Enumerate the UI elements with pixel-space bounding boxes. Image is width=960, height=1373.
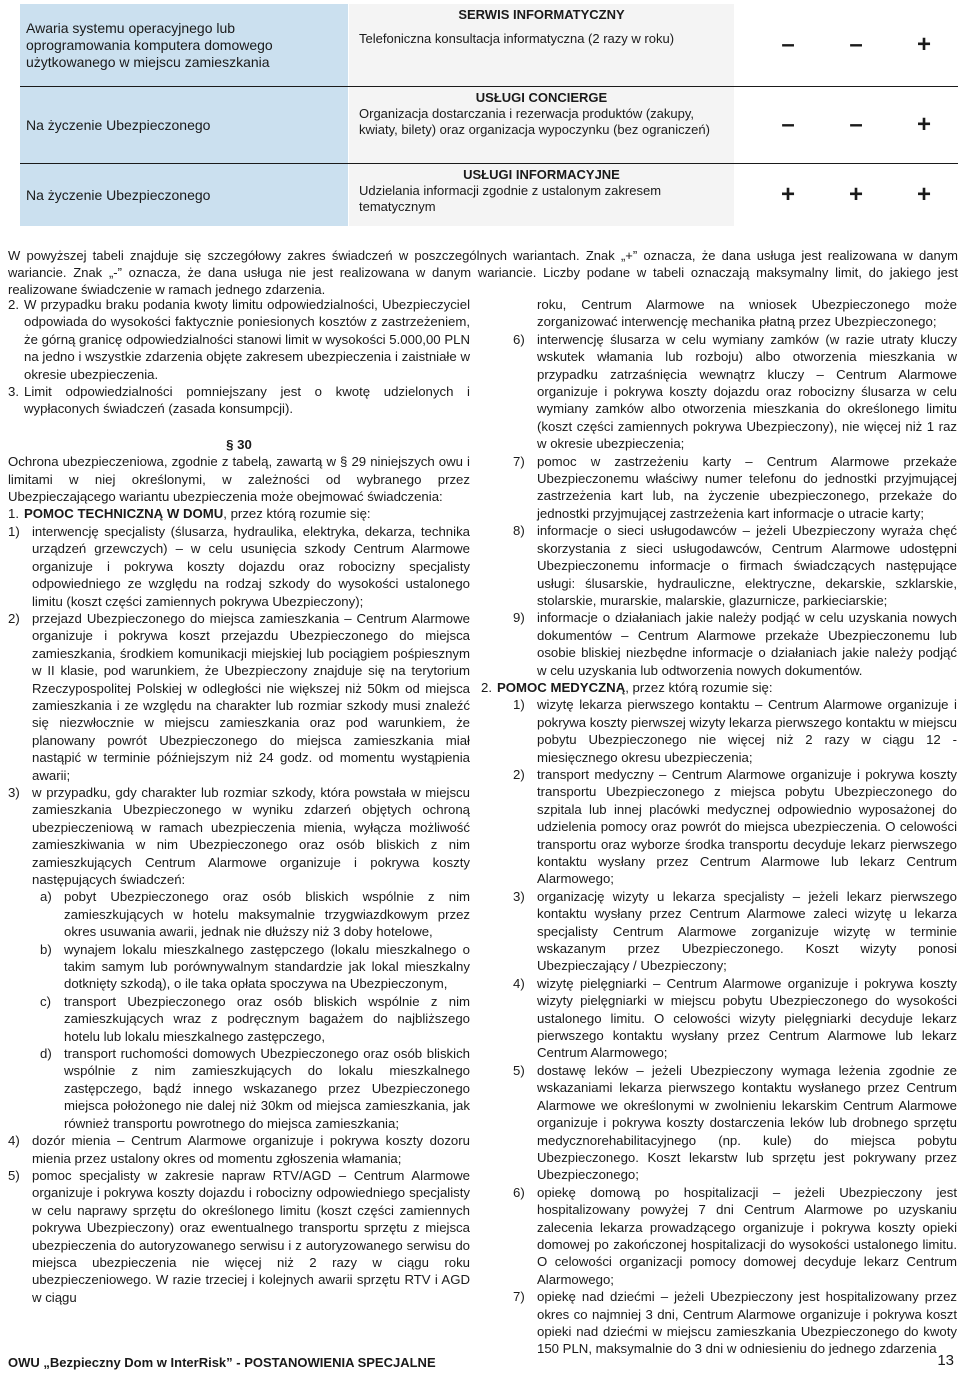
right-column xyxy=(481,296,957,1358)
item-text: roku, Centrum Alarmowe na wniosek Ubezpieczonego może zorganizować interwencję mechanika płatną przez Ubezpieczonego; xyxy=(537,297,957,330)
table-row xyxy=(20,4,958,87)
item-text: przejazd Ubezpieczonego do miejsca zamieszkania – Centrum Alarmowe organizuje i pokrywa koszt przejazdu Ubezpieczonego do miejsca zamieszkania, środkiem komunikacji miejskiej lub pociągiem pośpiesznym w II klasie, pod warunkiem, że Ubezpieczony znajduje się na terytorium Rzeczypospolitej Polskiej w odległości nie większej niż 50km od miejsca zamieszkania i ze względu na charakter lub rozmiar szkody musi znaleźć się niezwłocznie w miejscu zamieszkania oraz pod warunkiem, że planowany powrót Ubezpieczonego do miejsca zamieszkania miał nastąpić w terminie późniejszym niż 24 godz. od momentu wystąpienia awarii; xyxy=(32,610,470,783)
list-item xyxy=(497,1062,957,1184)
list-item xyxy=(497,522,957,609)
item-number: 2) xyxy=(513,766,525,782)
event-cell: Na życzenie Ubezpieczonego xyxy=(20,87,348,163)
item-text: informacje o działaniach jakie należy podjąć w celu uzyskania nowych dokumentów – Centrum Alarmowe przekaże Ubezpieczonemu lub osobie bliskiej niezbędne informacje o działaniach jakie należy podjąć w celu uzyskania lub odtworzenia nowych dokumentów. xyxy=(537,610,957,678)
service-cell xyxy=(348,164,734,226)
item-text: wizytę pielęgniarki – Centrum Alarmowe organizuje i pokrywa koszty wizyty pielęgniarki w miejscu pobytu Ubezpieczonego do wysokości ustalonego limitu. O celowości wizyty pielęgniarki decyduje lekarz pierwszego kontaktu wysłany przez Centrum Alarmowe lub lekarz Centrum Alarmowego; xyxy=(537,975,957,1061)
item-number: 3. xyxy=(8,384,19,400)
item-number: 2) xyxy=(8,610,20,626)
service-description: Telefoniczna konsultacja informatyczna (2 razy w roku) xyxy=(359,31,675,46)
item-number: a) xyxy=(40,889,52,905)
list-item xyxy=(8,523,470,610)
item-number: 2. xyxy=(8,297,19,312)
variant-mark: – xyxy=(849,111,863,138)
variant-mark: – xyxy=(781,31,795,58)
list-item xyxy=(497,331,957,453)
item-number: 6) xyxy=(513,331,525,347)
list-item xyxy=(497,766,957,888)
list-item xyxy=(8,610,470,784)
item-text: dozór mienia – Centrum Alarmowe organizuje i pokrywa koszty dozoru mienia przez ustalony okres od momentu zgłoszenia włamania; xyxy=(32,1133,470,1166)
item-text: dostawę leków – jeżeli Ubezpieczony wymaga leżenia zgodnie ze wskazaniami lekarza pierwszego kontaktu wysłanego przez Centrum Alarmowe we określonymi w zwolnieniu lekarskim Centrum Alarmowe organizuje i pokrywa koszty dostarczenia leków lub drobnego sprzętu medycznorehabilitacyjnego (np. kule) do miejsca pobytu Ubezpieczonego. Koszt lekarstw lub sprzętu jest pokrywany przez Ubezpieczonego; xyxy=(537,1062,957,1183)
item-number: 1) xyxy=(513,697,525,713)
item-text: transport medyczny – Centrum Alarmowe organizuje i pokrywa koszty transportu Ubezpieczonego z miejsca pobytu Ubezpieczonego do szpitala lub innej placówki medycznej odpowiednio wyposażonej do udzielenia pomocy oraz powrót do miejsca ubezpieczenia. O celowości transportu oraz wyborze środka transportu decyduje lekarz pierwszego kontaktu wysłany przez Centrum Alarmowe lub lekarz Centrum Alarmowego; xyxy=(537,766,957,887)
service-description: Udzielania informacji zgodnie z ustalonym zakresem tematycznym xyxy=(359,183,662,214)
list-item xyxy=(497,888,957,975)
table-row xyxy=(20,87,958,164)
list-item xyxy=(8,993,470,1045)
service-description: Organizacja dostarczania i rezerwacja produktów (zakupy, kwiaty, bilety) oraz organizacja wypoczynku (bez ograniczeń) xyxy=(359,106,710,137)
item-number: d) xyxy=(40,1046,52,1062)
table-row xyxy=(20,164,958,226)
item-text: opiekę nad dziećmi – jeżeli Ubezpieczony jest hospitalizowany przez okres co najmniej 3 dni, Centrum Alarmowe organizuje i pokrywa koszt opieki nad dziećmi w miejscu zamieszkania Ubezpieczonego do kwoty 150 PLN, maksymalnie do 3 dni w odniesieniu do jednego zdarzenia xyxy=(537,1289,957,1357)
event-cell: Awaria systemu operacyjnego lub oprogramowania komputera domowego użytkowanego w miejscu zamieszkania xyxy=(20,4,348,86)
page-number: 13 xyxy=(937,1352,954,1369)
item-text: interwencję specjalisty (ślusarza, hydraulika, elektryka, dekarza, technika urządzeń grzewczych) – w celu usunięcia szkody Centrum Alarmowe organizuje i pokrywa koszty dojazdu oraz robocizny specjalisty odpowiedniego ze względu na rodzaj szkody do wysokości ustalonego limitu (koszt części zamiennych pokrywa Ubezpieczony); xyxy=(32,523,470,609)
list-item xyxy=(8,383,470,418)
item-text: wynajem lokalu mieszkalnego zastępczego (lokalu mieszkalnego o takim samym lub porównywalnym standardzie jak lokal mieszkalny dotknięty szkodą), o ile taka opłata spoczywa na Ubezpieczonym, xyxy=(64,941,470,992)
item-number: 3) xyxy=(8,784,20,800)
item-text: transport ruchomości domowych Ubezpieczonego oraz osób bliskich wspólnie z nim zamieszkujących do lokalu mieszkalnego zastępczego, bądź innego wskazanego przez Ubezpieczonego miejsca położonego nie dalej niż 30km od miejsca zamieszkania, jak również transportu powrotnego do miejsca zamieszkania; xyxy=(64,1046,470,1131)
variants-table xyxy=(20,4,958,226)
list-item xyxy=(8,888,470,940)
item-number: 4) xyxy=(8,1133,20,1149)
item-text: Limit odpowiedzialności pomniejszany jest o kwotę udzielonych i wypłaconych świadczeń (zasada konsumpcji). xyxy=(24,384,470,417)
variant-mark: + xyxy=(916,111,931,138)
variant-mark: – xyxy=(781,111,795,138)
item-number: c) xyxy=(40,993,51,1009)
service-cell xyxy=(348,87,734,163)
service-cell xyxy=(348,4,734,86)
variant-mark: + xyxy=(916,181,931,208)
item-text: organizację wizyty u lekarza specjalisty – jeżeli lekarz pierwszego kontaktu wysłany przez Centrum Alarmowe zaleci wizytę u lekarza specjalisty Centrum Alarmowe zorganizuje wizytę w terminie wskazanym przez Ubezpieczonego. Koszt wizyty ponosi Ubezpieczający / Ubezpieczony; xyxy=(537,888,957,974)
item-text xyxy=(24,505,470,522)
list-item xyxy=(497,296,957,331)
item-text: w przypadku, gdy charakter lub rozmiar szkody, która powstała w miejscu zamieszkania Ubezpieczonego w wyniku zdarzeń objętych ochroną ubezpieczeniową w ramach ubezpieczenia mienia, wyłącza możliwość zamieszkiwania w nim Ubezpieczonego oraz osób bliskich z nim zamieszkujących Centrum Alarmowe organizuje i pokrywa koszty następujących świadczeń: xyxy=(32,784,470,887)
item-text: pomoc specjalisty w zakresie napraw RTV/AGD – Centrum Alarmowe organizuje i pokrywa koszty dojazdu i robocizny odpowiedniego specjalisty w celu naprawy sprzętu do określonego limitu (koszt części zamiennych pokrywa Ubezpieczony) oraz ewentualnego transportu sprzętu z miejsca ubezpieczenia do autoryzowanego serwisu i z autoryzowanego serwisu do miejsca ubezpieczenia nie więcej niż 2 razy w ciągu roku ubezpieczeniowego. W razie trzeciej i kolejnych awarii sprzętu RTV i AGD w ciągu xyxy=(32,1167,470,1305)
item-number: 2. xyxy=(481,679,492,695)
point-title-rest: , przez którą rozumie się: xyxy=(223,506,371,522)
variant-mark: + xyxy=(780,181,795,208)
variant-mark: + xyxy=(916,31,931,58)
point-title: POMOC TECHNICZNĄ W DOMU xyxy=(24,506,224,522)
event-cell: Na życzenie Ubezpieczonego xyxy=(20,164,348,226)
service-header: SERWIS INFORMATYCZNY xyxy=(458,7,625,22)
table-note: W powyższej tabeli znajduje się szczegółowy zakres świadczeń w poszczególnych wariantach. Znak „+” oznacza, że dana usługa jest realizowana w danym wariancie. Znak „-” oznacza, że dana usługa nie jest realizowana w danym wariancie. Liczby podane w tabeli oznaczają maksymalny limit, do jakiego jest realizowane świadczenie w ramach jednego zdarzenia. xyxy=(8,248,958,298)
variant-marks xyxy=(734,164,958,226)
variant-marks xyxy=(734,87,958,163)
point-title: POMOC MEDYCZNĄ xyxy=(497,679,626,695)
variant-marks xyxy=(734,4,958,86)
section-heading: § 30 xyxy=(226,436,252,452)
list-item xyxy=(497,609,957,679)
item-number: b) xyxy=(40,941,52,957)
point-title-rest: , przez którą rozumie się: xyxy=(625,679,773,695)
list-item xyxy=(8,941,470,993)
section-intro: Ochrona ubezpieczeniowa, zgodnie z tabelą, zawartą w § 29 niniejszych owu i limitami w niej określonymi, w zależności od wybranego przez Ubezpieczającego wariantu ubezpieczenia może obejmować świadczenia: xyxy=(8,454,470,505)
item-text: pomoc w zastrzeżeniu karty – Centrum Alarmowe przekaże Ubezpieczonemu właściwy numer telefonu do jednostki przyjmującej zastrzeżenia kart lub, na życzenie ubezpieczonego, przekaże do jednostki przyjmującej zastrzeżenia kart informacje o utracie karty; xyxy=(537,453,957,521)
left-column xyxy=(8,296,470,1306)
item-text xyxy=(497,679,957,696)
item-number: 5) xyxy=(8,1167,20,1183)
item-number: 1) xyxy=(8,523,20,539)
list-item xyxy=(497,696,957,766)
item-number: 1. xyxy=(8,506,19,522)
item-number: 4) xyxy=(513,975,525,991)
item-text: transport Ubezpieczonego oraz osób bliskich wspólnie z nim zamieszkujących wraz z podręcznym bagażem do najbliższego hotelu lub lokalu mieszkalnego zastępczego, xyxy=(64,993,470,1044)
list-item xyxy=(8,296,470,383)
list-item xyxy=(497,975,957,1062)
list-item xyxy=(497,1184,957,1288)
list-item xyxy=(8,1132,470,1167)
item-text: informacje o sieci usługodawców – jeżeli Ubezpieczony wyraża chęć skorzystania z sieci usługodawców, Centrum Alarmowe udostępni Ubezpieczonemu informacje o firmach świadczących następujące usługi: ślusarskie, hydrauliczne, elektryczne, dekarskie, szklarskie, stolarskie, murarskie, malarskie, glazurnicze, parkieciarskie; xyxy=(537,523,957,608)
item-text: pobyt Ubezpieczonego oraz osób bliskich wspólnie z nim zamieszkujących w hotelu maksymalnie trzygwiazdkowym przez okres usuwania awarii, jednak nie dłuższy niż 3 doby hotelowe, xyxy=(64,889,470,940)
item-number: 8) xyxy=(513,523,525,539)
list-item xyxy=(497,1288,957,1358)
item-text: wizytę lekarza pierwszego kontaktu – Centrum Alarmowe organizuje i pokrywa koszty pierwszej wizyty lekarza pierwszego kontaktu w miejscu pobytu Ubezpieczonego nie więcej niż 2 razy w ciągu 12 - miesięcznego okresu ubezpieczenia; xyxy=(537,697,957,765)
list-item xyxy=(497,453,957,523)
item-number: 7) xyxy=(513,453,525,469)
item-text: interwencję ślusarza w celu wymiany zamków (w razie utraty kluczy wskutek włamania lub rozboju) albo otworzenia mieszkania w przypadku zatrzaśnięcia wewnątrz kluczy – Centrum Alarmowe organizuje i pokrywa koszty dojazdu oraz robocizny ślusarza w celu wymiany zamków albo otworzenia mieszkania do określonego limitu (koszt części zamiennych pokrywa Ubezpieczony), nie więcej niż 1 raz w okresie ubezpieczenia; xyxy=(537,331,957,452)
list-item xyxy=(8,505,470,522)
item-number: 7) xyxy=(513,1289,525,1305)
list-item xyxy=(8,1167,470,1306)
list-item xyxy=(8,1045,470,1132)
footer-title: OWU „Bezpieczny Dom w InterRisk” - POSTANOWIENIA SPECJALNE xyxy=(8,1355,436,1370)
item-number: 6) xyxy=(513,1184,525,1200)
service-header: USŁUGI CONCIERGE xyxy=(475,90,608,105)
item-number: 3) xyxy=(513,888,525,904)
item-text: W przypadku braku podania kwoty limitu odpowiedzialności, Ubezpieczyciel odpowiada do wysokości faktycznie poniesionych kosztów z zastrzeżeniem, że górną granicę odpowiedzialności stanowi limit w wysokości 5.000,00 PLN na jedno i wszystkie zdarzenia objęte zakresem ubezpieczenia i zaistniałe w okresie ubezpieczenia. xyxy=(24,297,470,382)
variant-mark: + xyxy=(848,181,863,208)
item-number: 5) xyxy=(513,1062,525,1078)
item-text: opiekę domową po hospitalizacji – jeżeli Ubezpieczony jest hospitalizowany powyżej 7 dni Centrum Alarmowe po uzyskaniu zalecenia lekarza prowadzącego organizuje i pokrywa koszty opieki domowej po zakończonej hospitalizacji do wysokości ustalonego limitu. O celowości organizacji pomocy domowej decyduje lekarz Centrum Alarmowego; xyxy=(537,1184,957,1287)
item-number: 9) xyxy=(513,610,525,626)
variant-mark: – xyxy=(849,31,863,58)
service-header: USŁUGI INFORMACYJNE xyxy=(463,167,620,182)
list-item xyxy=(481,679,957,696)
list-item xyxy=(8,784,470,888)
